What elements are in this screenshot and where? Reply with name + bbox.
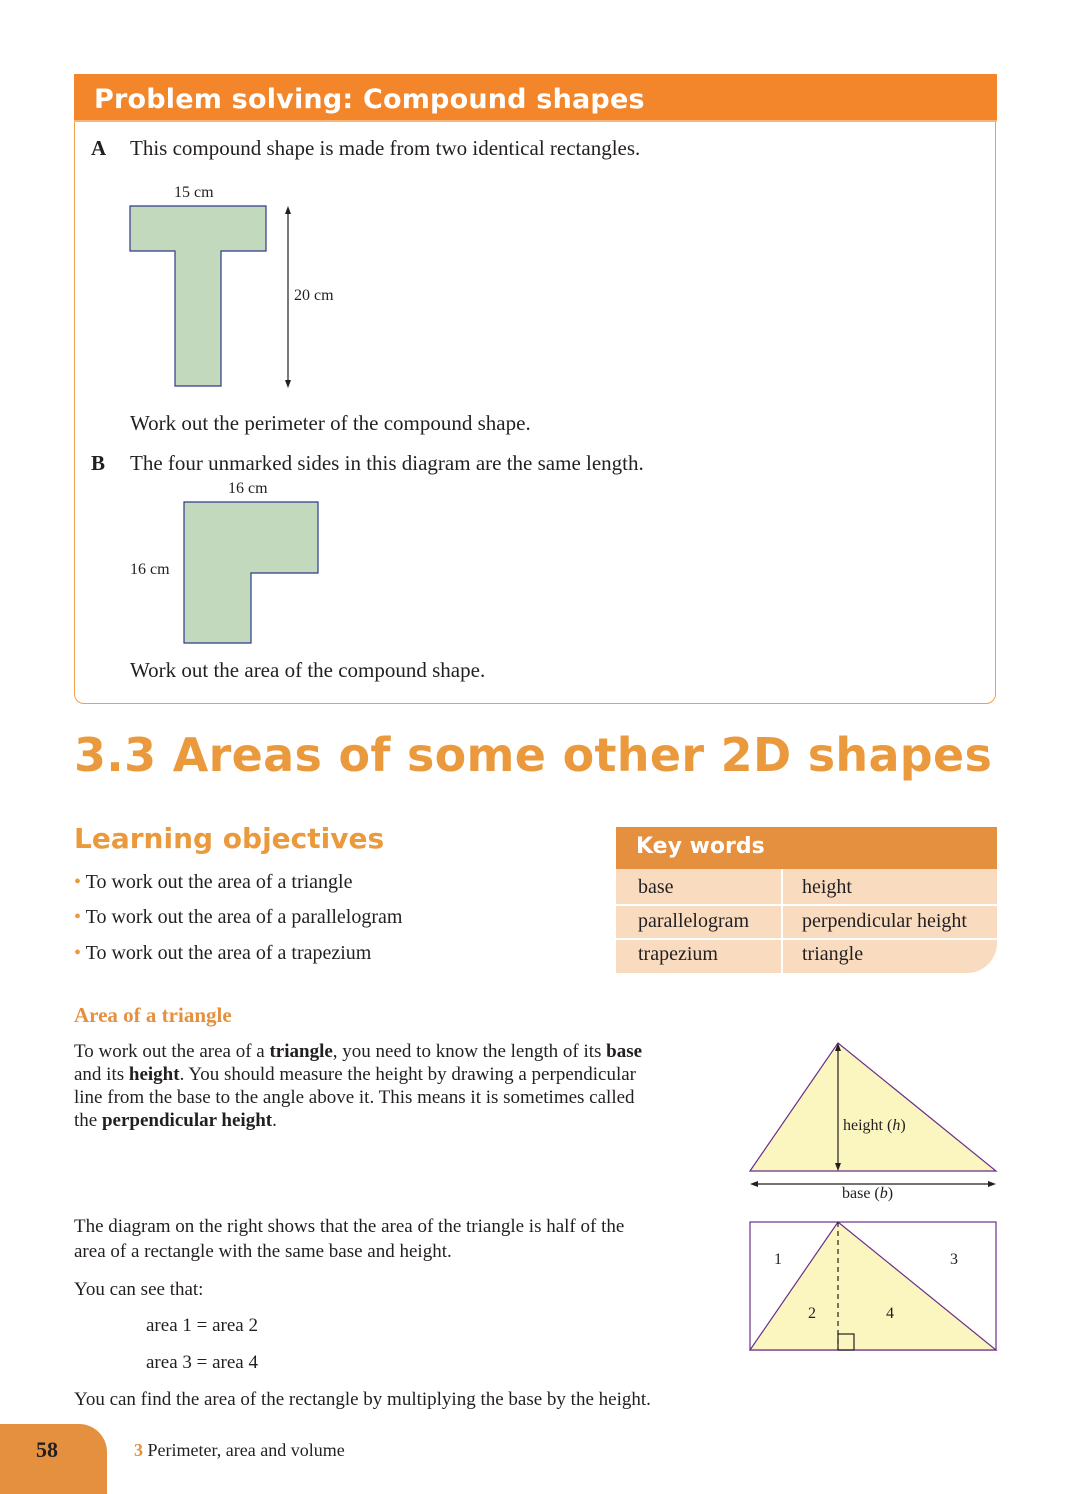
region-label-2: 2: [808, 1305, 816, 1322]
triangle-paragraph-line: line from the base to the angle above it. This means it is sometimes called: [74, 1087, 635, 1108]
page-number: 58: [36, 1437, 58, 1462]
triangle-paragraph-line: and its height. You should measure the height by drawing a perpendicular: [74, 1064, 637, 1085]
subsection-heading: Area of a triangle: [74, 1003, 232, 1027]
triangle-paragraph-line: To work out the area of a triangle, you need to know the length of its base: [74, 1041, 643, 1062]
l-shape-diagram: [180, 498, 325, 648]
learning-objective-item: • To work out the area of a trapezium: [74, 942, 372, 964]
key-word: perpendicular height: [802, 910, 967, 932]
triangle-shape: [750, 1043, 996, 1171]
key-word: parallelogram: [638, 910, 750, 932]
you-can-see-text: You can see that:: [74, 1279, 204, 1300]
key-words-divider: [781, 869, 783, 973]
region-label-1: 1: [774, 1251, 782, 1268]
key-word: triangle: [802, 943, 864, 965]
question-a-text: This compound shape is made from two identical rectangles.: [130, 136, 641, 160]
height-label: height (h): [843, 1117, 906, 1134]
chapter-footer: 3 Perimeter, area and volume: [134, 1440, 345, 1460]
key-word: base: [638, 876, 674, 898]
triangle-paragraph-line: the perpendicular height.: [74, 1110, 277, 1131]
rectangle-triangle-diagram: [745, 1218, 1003, 1354]
rectangle-paragraph-line: area of a rectangle with the same base and height.: [74, 1241, 452, 1262]
key-words-divider: [616, 938, 997, 940]
closing-sentence: You can find the area of the rectangle by multiplying the base by the height.: [74, 1389, 651, 1410]
t-shape-width-label: 15 cm: [174, 184, 214, 201]
question-b-task: Work out the area of the compound shape.: [130, 658, 486, 682]
t-shape: [130, 206, 266, 386]
region-label-4: 4: [886, 1305, 894, 1322]
region-label-3: 3: [950, 1251, 958, 1268]
section-title-text: Areas of some other 2D shapes: [172, 728, 993, 782]
equation-1: area 1 = area 2: [146, 1315, 258, 1336]
learning-objective-item: • To work out the area of a triangle: [74, 871, 353, 893]
l-shape-height-label: 16 cm: [130, 561, 170, 578]
learning-objectives-title: Learning objectives: [74, 822, 385, 855]
rectangle-paragraph-line: The diagram on the right shows that the area of the triangle is half of the: [74, 1216, 625, 1237]
t-shape-diagram: [120, 180, 380, 395]
key-words-title: Key words: [636, 834, 765, 859]
base-label: base (b): [842, 1185, 894, 1202]
question-b-text: The four unmarked sides in this diagram are the same length.: [130, 451, 644, 475]
equation-2: area 3 = area 4: [146, 1352, 258, 1373]
t-shape-height-label: 20 cm: [294, 287, 334, 304]
section-number: 3.3: [74, 728, 157, 782]
problem-solving-title: Problem solving: Compound shapes: [94, 84, 645, 115]
key-words-divider: [616, 904, 997, 906]
triangle-diagram: [745, 1038, 1003, 1190]
question-b-letter: B: [91, 451, 106, 475]
key-word: height: [802, 876, 852, 898]
key-word: trapezium: [638, 943, 718, 965]
section-title: [74, 728, 992, 782]
question-a-task: Work out the perimeter of the compound shape.: [130, 411, 531, 435]
question-a-letter: A: [91, 136, 107, 160]
learning-objective-item: • To work out the area of a parallelogram: [74, 906, 403, 928]
l-shape: [184, 502, 318, 643]
l-shape-width-label: 16 cm: [228, 480, 268, 497]
